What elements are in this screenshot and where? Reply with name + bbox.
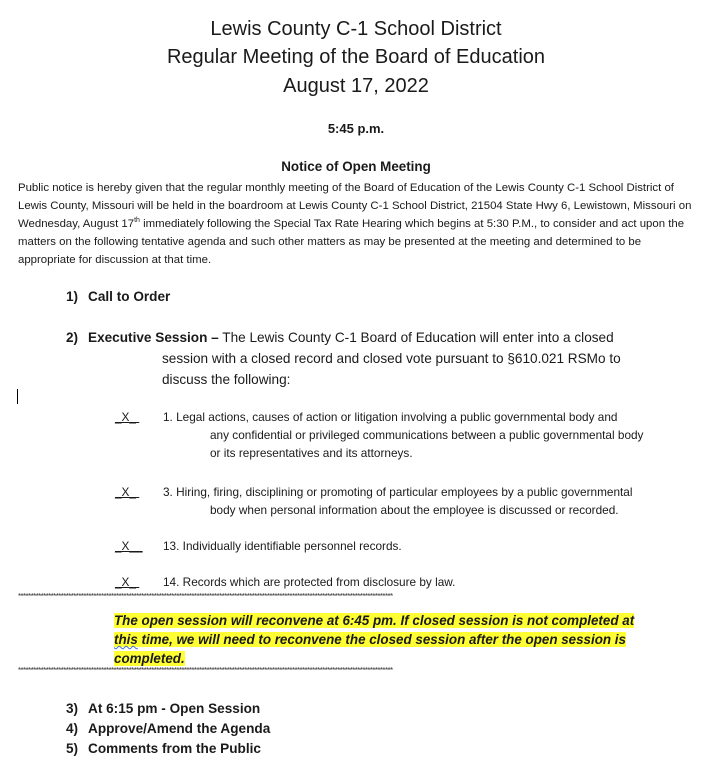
closed-item-line: 13. Individually identifiable personnel records. xyxy=(163,539,402,553)
checkbox-mark[interactable]: _X_ xyxy=(115,410,140,424)
agenda-item-executive-session xyxy=(66,327,666,390)
closed-item-hiring xyxy=(115,483,705,523)
notice-paragraph xyxy=(18,179,694,269)
agenda-item-approve-agenda xyxy=(66,721,270,736)
closed-item-line: body when personal information about the employee is discussed or recorded. xyxy=(210,503,619,517)
closed-item-line: any confidential or privileged communications between a public governmental body xyxy=(210,428,644,442)
checkbox-mark[interactable]: _X__ xyxy=(115,539,143,553)
reconvene-notice xyxy=(114,611,694,668)
agenda-item-open-session xyxy=(66,701,260,716)
separator-line-bottom: ***************************************************************************************************************************************************** xyxy=(18,666,393,675)
closed-item-line: or its representatives and its attorneys. xyxy=(210,446,413,460)
executive-session-line1: The Lewis County C-1 Board of Education will enter into a closed xyxy=(218,330,614,345)
closed-item-personnel xyxy=(115,537,705,557)
agenda-number: 4) xyxy=(66,721,79,736)
spellcheck-word[interactable]: this xyxy=(114,632,138,647)
reconvene-line1: The open session will reconvene at 6:45 pm. If closed session is not completed at xyxy=(114,613,635,628)
notice-text-part2: immediately following the Special Tax Rate Hearing which begins at 5:30 P.M., to consider and act upon the matters on the following tentative agenda and such other matters as may be presented at the meeting and determined to be appropriate for discussion at that time. xyxy=(18,218,685,266)
agenda-label: At 6:15 pm - Open Session xyxy=(88,701,261,716)
agenda-number: 1) xyxy=(66,289,79,304)
checkbox-mark[interactable]: _X_ xyxy=(115,485,140,499)
meeting-title: Regular Meeting of the Board of Education xyxy=(166,46,546,68)
separator-line-top: ***************************************************************************************************************************************************** xyxy=(18,592,393,601)
agenda-number: 2) xyxy=(66,330,79,345)
notice-text-part1: Public notice is hereby given that the regular monthly meeting of the Board of Education of the Lewis County C-1 School District of Lewis County, Missouri will be held in the boardroom at Lewis County C-1 School District, 21504 State Hwy 6, Lewistown, Missouri on Wednesday, August 17 xyxy=(18,182,692,230)
closed-item-protected-records xyxy=(115,573,705,593)
executive-session-line2: session with a closed record and closed vote pursuant to §610.021 RSMo to xyxy=(162,351,621,366)
meeting-time: 5:45 p.m. xyxy=(327,121,385,136)
notice-title: Notice of Open Meeting xyxy=(281,159,431,174)
closed-item-line: 1. Legal actions, causes of action or litigation involving a public governmental body and xyxy=(163,410,618,424)
agenda-item-call-to-order xyxy=(66,289,170,304)
meeting-date: August 17, 2022 xyxy=(283,75,429,97)
closed-item-legal xyxy=(115,408,705,468)
agenda-label: Call to Order xyxy=(88,289,171,304)
text-cursor xyxy=(17,389,18,404)
closed-item-line: 14. Records which are protected from disclosure by law. xyxy=(163,575,456,589)
agenda-item-public-comments xyxy=(66,741,261,756)
closed-item-line: 3. Hiring, firing, disciplining or promoting of particular employees by a public governmental xyxy=(163,485,633,499)
reconvene-line3: completed. xyxy=(114,651,185,666)
agenda-number: 3) xyxy=(66,701,79,716)
agenda-label: Comments from the Public xyxy=(88,741,261,756)
reconvene-line2: time, we will need to reconvene the closed session after the open session is xyxy=(137,632,626,647)
executive-session-title: Executive Session – xyxy=(88,330,219,345)
notice-superscript: th xyxy=(134,217,140,225)
checkbox-mark[interactable]: _X_ xyxy=(115,575,140,589)
agenda-number: 5) xyxy=(66,741,79,756)
executive-session-line3: discuss the following: xyxy=(162,372,291,387)
district-title: Lewis County C-1 School District xyxy=(210,18,502,40)
agenda-label: Approve/Amend the Agenda xyxy=(88,721,271,736)
